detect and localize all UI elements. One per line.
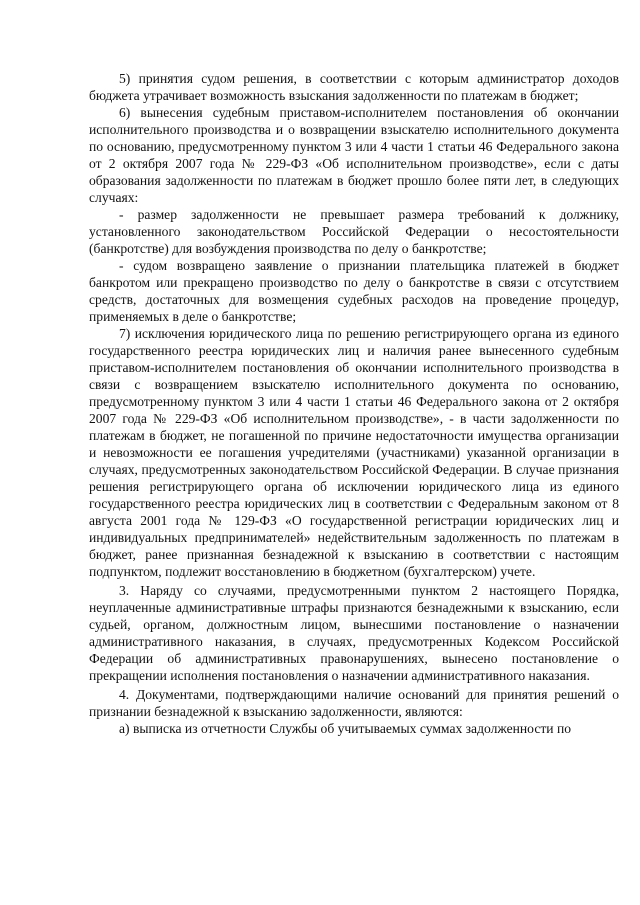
paragraph-section-3: 3. Наряду со случаями, предусмотренными пунктом 2 настоящего Порядка, неуплаченные административные штрафы признаются безнадежными к взысканию, если судьей, органом, должностным лицом, вынесшими постановление о назначении административного наказания, в случаях, предусмотренных Кодексом Российской Федерации об административных правонарушениях, вынесено постановление о прекращении исполнения постановления о назначении административного наказания. xyxy=(89,583,619,683)
document-page xyxy=(89,70,619,737)
paragraph-bullet-debt-size: - размер задолженности не превышает размера требований к должнику, установленного законодательством Российской Федерации о несостоятельности (банкротстве) для возбуждения производства по делу о банкротстве; xyxy=(89,207,619,256)
paragraph-bullet-bankruptcy: - судом возвращено заявление о признании плательщика платежей в бюджет банкротом или прекращено производство по делу о банкротстве в связи с отсутствием средств, достаточных для возмещения судебных расходов на проведение процедур, применяемых в деле о банкротстве; xyxy=(89,258,619,324)
paragraph-item-5: 5) принятия судом решения, в соответствии с которым администратор доходов бюджета утрачивает возможность взыскания задолженности по платежам в бюджет; xyxy=(89,71,619,103)
paragraph-item-a: а) выписка из отчетности Службы об учитываемых суммах задолженности по xyxy=(119,721,572,736)
paragraph-item-6: 6) вынесения судебным приставом-исполнителем постановления об окончании исполнительного производства и о возвращении взыскателю исполнительного документа по основанию, предусмотренному пунктом 3 или 4 части 1 статьи 46 Федерального закона от 2 октября 2007 года № 229-ФЗ «Об исполнительном производстве», если с даты образования задолженности по платежам в бюджет прошло более пяти лет, в следующих случаях: xyxy=(89,105,619,205)
paragraph-item-7: 7) исключения юридического лица по решению регистрирующего органа из единого государственного реестра юридических лиц и наличия ранее вынесенного судебным приставом-исполнителем постановления об окончании исполнительного производства в связи с возвращением взыскателю исполнительного документа по основанию, предусмотренному пунктом 3 или 4 части 1 статьи 46 Федерального закона от 2 октября 2007 года № 229-ФЗ «Об исполнительном производстве», - в части задолженности по платежам в бюджет, не погашенной по причине недостаточности имущества организации и невозможности ее погашения учредителями (участниками) указанной организации в случаях, предусмотренных законодательством Российской Федерации. В случае признания решения регистрирующего органа об исключении юридического лица из единого государственного реестра юридических лиц в соответствии с Федеральным законом от 8 августа 2001 года № 129-ФЗ «О государственной регистрации юридических лиц и индивидуальных предпринимателей» недействительным задолженность по платежам в бюджет, ранее признанная безнадежной к взысканию в соответствии с настоящим подпунктом, подлежит восстановлению в бюджетном (бухгалтерском) учете. xyxy=(89,326,619,579)
paragraph-section-4: 4. Документами, подтверждающими наличие оснований для принятия решений о признании безнадежной к взысканию задолженности, являются: xyxy=(89,687,619,719)
